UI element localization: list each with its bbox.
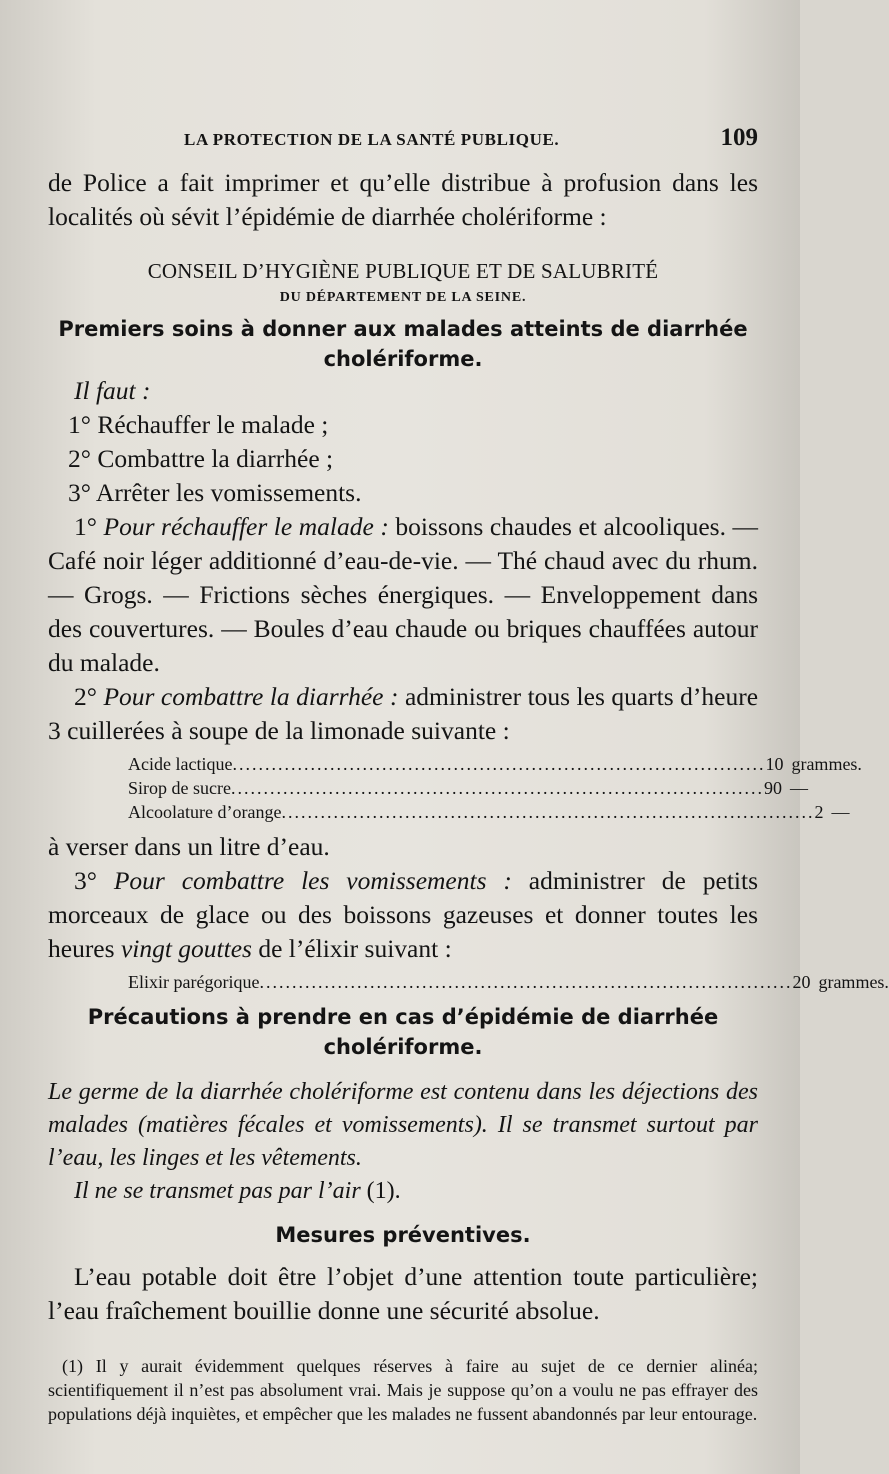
section-heading-premiers-soins: Premiers soins à donner aux malades atteints de diarrhée cholériforme.	[58, 317, 748, 371]
recipe-ingredient: Acide lactique	[128, 754, 233, 774]
il-faut-label: Il faut :	[74, 376, 151, 405]
paragraph-vomissements	[48, 864, 758, 966]
paragraph-text: administrer de petits morceaux de glace ou des boissons gazeuses et donner toutes les heures	[48, 866, 758, 963]
intro-paragraph: de Police a fait imprimer et qu’elle distribue à profusion dans les localités où sévit l’épidémie de diarrhée cholériforme :	[48, 168, 758, 231]
recipe-unit: —	[789, 778, 808, 798]
leader-dots: ..................................................................................	[259, 972, 793, 992]
limonade-recipe	[128, 752, 862, 824]
recipe-ingredient: Sirop de sucre	[128, 778, 231, 798]
conseil-subtitle: DU DÉPARTEMENT DE LA SEINE.	[279, 290, 527, 305]
recipe-unit: grammes.	[818, 972, 889, 992]
elixir-recipe	[128, 970, 889, 994]
paragraph-text-end: de l’élixir suivant :	[251, 934, 452, 963]
paragraph-rechauffer	[48, 510, 758, 680]
section-heading-precautions: Précautions à prendre en cas d’épidémie de diarrhée cholériforme.	[87, 1005, 719, 1059]
air-text: Il ne se transmet pas par l’air	[74, 1178, 361, 1204]
leader-dots: ..................................................................................	[281, 802, 815, 822]
running-head	[48, 124, 758, 164]
paragraph-label: 2°	[74, 682, 104, 711]
running-title: LA PROTECTION DE LA SANTÉ PUBLIQUE.	[184, 130, 560, 149]
paragraph-lead: Pour combattre la diarrhée :	[103, 682, 399, 711]
section-heading-mesures: Mesures préventives.	[275, 1223, 531, 1247]
recipe-quantity: 10	[765, 754, 784, 774]
recipe-unit: —	[831, 802, 850, 822]
after-recipe-text: à verser dans un litre d’eau.	[48, 832, 330, 861]
paragraph-text: boissons chaudes et alcooliques. — Café noir léger additionné d’eau-de-vie. — Thé chaud avec du rhum. — Grogs. — Frictions sèches énergiques. — Enveloppement dans des couvertures. — Boules d’eau chaude ou briques chauffées autour du malade.	[48, 512, 758, 677]
eau-paragraph: L’eau potable doit être l’objet d’une attention toute particulière; l’eau fraîchement bouillie donne une sécurité absolue.	[48, 1262, 758, 1325]
recipe-quantity: 90	[763, 778, 782, 798]
list-item: 1° Réchauffer le malade ;	[68, 410, 329, 439]
recipe-row	[128, 776, 808, 800]
recipe-quantity: 20	[792, 972, 811, 992]
air-paragraph	[48, 1175, 758, 1208]
recipe-quantity: 2	[814, 802, 824, 822]
leader-dots: ..................................................................................	[230, 778, 764, 798]
paragraph-diarrhee	[48, 680, 758, 748]
paragraph-label: 3°	[74, 866, 114, 895]
footnote-ref: (1).	[360, 1178, 401, 1204]
recipe-row	[128, 970, 889, 994]
footnote: (1) Il y aurait évidemment quelques réserves à faire au sujet de ce dernier alinéa; scientifiquement il n’est pas absolument vrai. Mais je suppose qu’on a voulu ne pas effrayer des populations déjà inquiètes, et empêcher que les malades ne fussent abandonnés par leur entourage.	[48, 1356, 758, 1424]
paragraph-emphasis: vingt gouttes	[120, 934, 252, 963]
recipe-ingredient: Elixir parégorique	[128, 972, 260, 992]
paragraph-lead: Pour réchauffer le malade :	[103, 512, 389, 541]
recipe-row	[128, 800, 850, 824]
recipe-row	[128, 752, 862, 776]
germe-paragraph: Le germe de la diarrhée cholériforme est contenu dans les déjections des malades (matières fécales et vomissements). Il se transmet surtout par l’eau, les linges et les vêtements.	[48, 1079, 758, 1171]
page-number: 109	[720, 124, 758, 151]
paragraph-label: 1°	[74, 512, 104, 541]
list-item: 2° Combattre la diarrhée ;	[68, 444, 334, 473]
paragraph-text: administrer tous les quarts d’heure 3 cuillerées à soupe de la limonade suivante :	[48, 682, 759, 745]
conseil-title: CONSEIL D’HYGIÈNE PUBLIQUE ET DE SALUBRITÉ	[147, 259, 659, 283]
paragraph-lead: Pour combattre les vomissements :	[113, 866, 512, 895]
leader-dots: ..................................................................................	[232, 754, 766, 774]
recipe-ingredient: Alcoolature d’orange	[128, 802, 282, 822]
recipe-unit: grammes.	[791, 754, 862, 774]
list-item: 3° Arrêter les vomissements.	[68, 478, 362, 507]
